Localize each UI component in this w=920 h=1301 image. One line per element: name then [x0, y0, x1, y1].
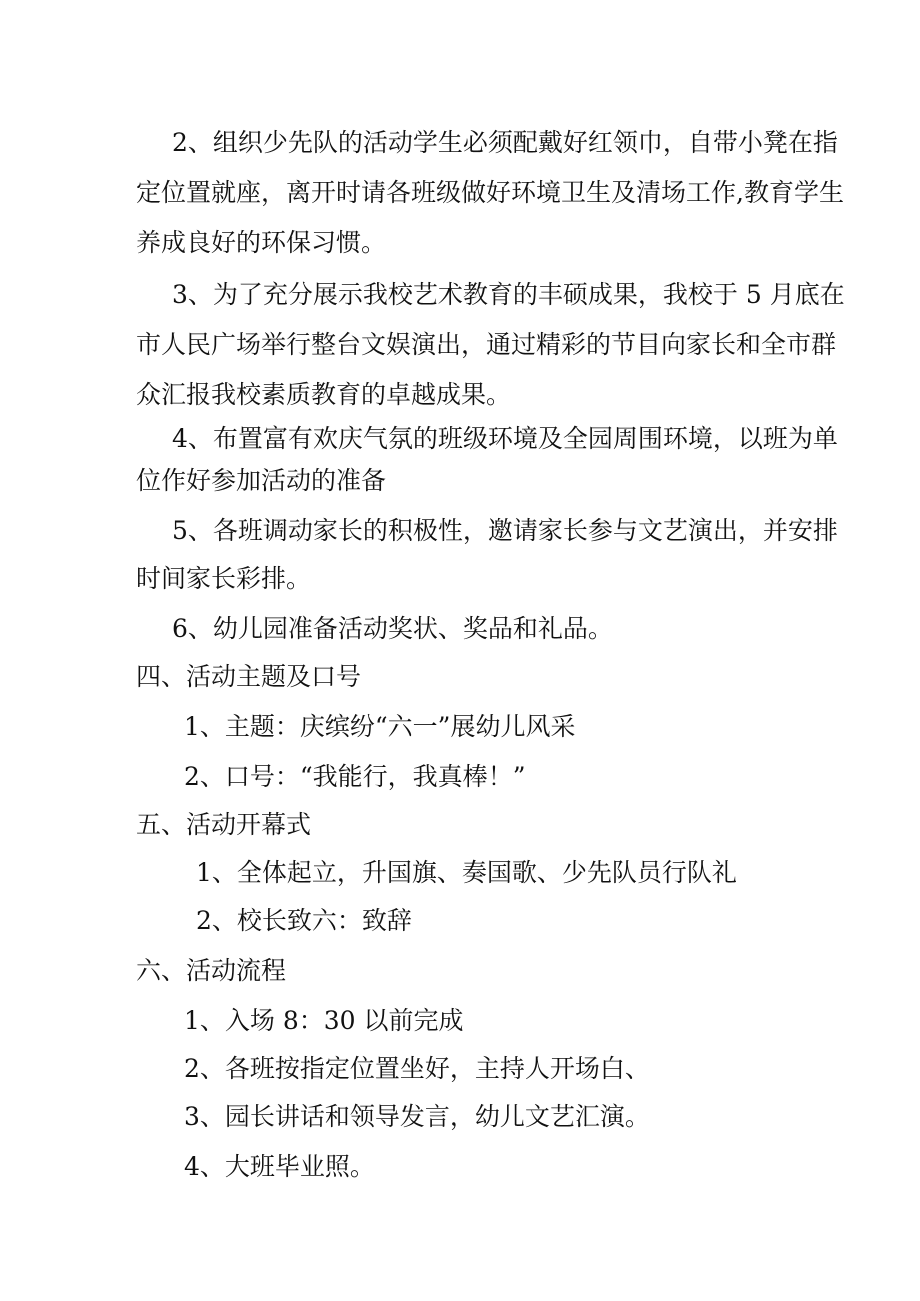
paragraph-line: 市人民广场举行整台文娱演出，通过精彩的节目向家长和全市群	[136, 330, 837, 359]
section-heading: 六、活动流程	[136, 956, 287, 985]
paragraph-line: 时间家长彩排。	[136, 564, 312, 593]
list-item: 3、园长讲话和领导发言，幼儿文艺汇演。	[184, 1102, 650, 1131]
list-item: 1、主题：庆缤纷“六一”展幼儿风采	[184, 712, 576, 741]
list-item: 2、口号：“我能行，我真棒！”	[184, 762, 526, 791]
list-item: 1、全体起立，升国旗、奏国歌、少先队员行队礼	[196, 858, 737, 887]
section-heading: 四、活动主题及口号	[136, 662, 362, 691]
paragraph-line: 3、为了充分展示我校艺术教育的丰硕成果，我校于 5 月底在	[172, 280, 845, 309]
paragraph-line: 4、布置富有欢庆气氛的班级环境及全园周围环境，以班为单	[172, 424, 838, 453]
paragraph-line: 定位置就座，离开时请各班级做好环境卫生及清场工作,教育学生	[136, 178, 844, 207]
paragraph-line: 6、幼儿园准备活动奖状、奖品和礼品。	[172, 614, 613, 643]
list-item: 4、大班毕业照。	[184, 1152, 375, 1181]
list-item: 2、校长致六：致辞	[196, 906, 412, 935]
list-item: 1、入场 8：30 以前完成	[184, 1006, 464, 1035]
section-heading: 五、活动开幕式	[136, 810, 312, 839]
list-item: 2、各班按指定位置坐好，主持人开场白、	[184, 1054, 650, 1083]
paragraph-line: 养成良好的环保习惯。	[136, 228, 387, 257]
paragraph-line: 2、组织少先队的活动学生必须配戴好红领巾，自带小凳在指	[172, 128, 838, 157]
paragraph-line: 5、各班调动家长的积极性，邀请家长参与文艺演出，并安排	[172, 516, 838, 545]
paragraph-line: 位作好参加活动的准备	[136, 466, 387, 495]
paragraph-line: 众汇报我校素质教育的卓越成果。	[136, 380, 512, 409]
